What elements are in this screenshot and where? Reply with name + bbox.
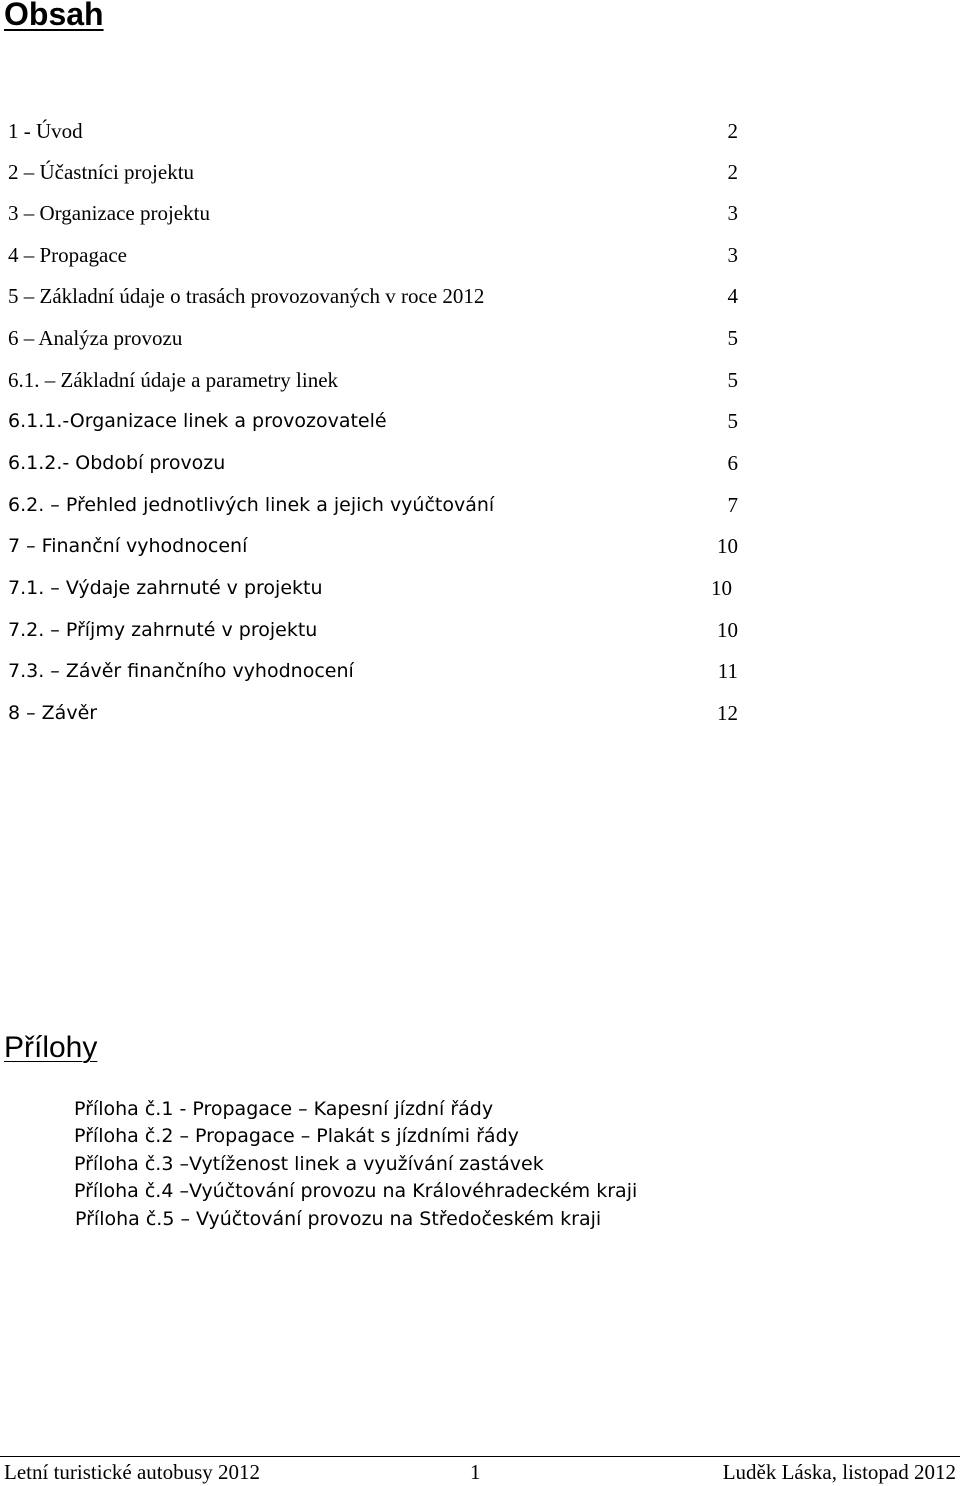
toc-heading: Obsah [4,0,104,32]
toc-entry-page: 11 [717,659,738,683]
toc-entry-page: 2 [727,160,738,184]
toc-entry-label[interactable]: 7.2. – Příjmy zahrnuté v projektu [8,619,318,641]
toc-entry-page: 3 [727,243,738,267]
toc-entry-label[interactable]: 6.1.2.- Období provozu [8,452,226,474]
toc-entry-page: 12 [717,701,738,725]
toc-entry[interactable] [8,199,738,227]
toc-entry[interactable] [8,491,738,519]
footer-author-date: Luděk Láska, listopad 2012 [722,1460,956,1484]
toc-entry[interactable] [8,407,738,435]
toc-entry-page: 10 [711,576,732,600]
toc-entry-page: 5 [727,409,738,433]
toc-entry-page: 5 [727,326,738,350]
toc-entry-page: 3 [727,201,738,225]
toc-entry[interactable] [8,324,738,352]
toc-entry-label[interactable]: 2 – Účastníci projektu [8,160,195,184]
toc-entry[interactable] [8,449,738,477]
toc-entry-label[interactable]: 7.3. – Závěr finančního vyhodnocení [8,660,354,682]
toc-entry-label[interactable]: 7.1. – Výdaje zahrnuté v projektu [8,577,323,599]
toc-entry[interactable] [8,282,738,310]
toc-entry-label[interactable]: 6 – Analýza provozu [8,326,183,350]
attachment-item[interactable]: Příloha č.5 – Vyúčtování provozu na Středočeském kraji [75,1208,602,1230]
toc-entry-page: 7 [727,493,738,517]
toc-entry-page: 2 [727,119,738,143]
toc-entry-page: 10 [717,534,738,558]
attachment-item[interactable]: Příloha č.4 –Vyúčtování provozu na Královéhradeckém kraji [74,1180,638,1202]
toc-entry[interactable] [8,616,738,644]
attachment-item[interactable]: Příloha č.1 - Propagace – Kapesní jízdní řády [74,1098,494,1120]
attachment-item[interactable]: Příloha č.3 –Vytíženost linek a využívání zastávek [74,1153,544,1175]
toc-entry-label[interactable]: 3 – Organizace projektu [8,201,210,225]
toc-entry-label[interactable]: 6.1.1.-Organizace linek a provozovatelé [8,410,387,432]
toc-entry-page: 5 [727,368,738,392]
toc-entry[interactable] [8,699,738,727]
toc-entry[interactable] [8,158,738,186]
toc-entry[interactable] [8,117,738,145]
footer-document-title: Letní turistické autobusy 2012 [4,1460,261,1484]
toc-entry-label[interactable]: 1 - Úvod [8,119,83,143]
page-footer [0,1456,960,1485]
toc-entry-page: 4 [727,284,738,308]
toc-entry-label[interactable]: 6.2. – Přehled jednotlivých linek a jejich vyúčtování [8,494,495,516]
toc-entry-label[interactable]: 7 – Finanční vyhodnocení [8,535,248,557]
toc-entry-page: 6 [727,451,738,475]
attachment-item[interactable]: Příloha č.2 – Propagace – Plakát s jízdními řády [74,1125,519,1147]
toc-entry-label[interactable]: 8 – Závěr [8,702,98,724]
toc-entry-label[interactable]: 6.1. – Základní údaje a parametry linek [8,368,339,392]
toc-entry-page: 10 [717,618,738,642]
toc-entry[interactable] [8,532,738,560]
toc-entry-label[interactable]: 5 – Základní údaje o trasách provozovaných v roce 2012 [8,284,485,308]
toc-entry[interactable] [8,657,738,685]
toc-entry[interactable] [8,241,738,269]
attachments-heading: Přílohy [4,1031,98,1064]
toc-entry-label[interactable]: 4 – Propagace [8,243,127,267]
toc-entry[interactable] [8,366,738,394]
toc-entry[interactable] [8,574,732,602]
footer-page-number: 1 [470,1460,481,1484]
